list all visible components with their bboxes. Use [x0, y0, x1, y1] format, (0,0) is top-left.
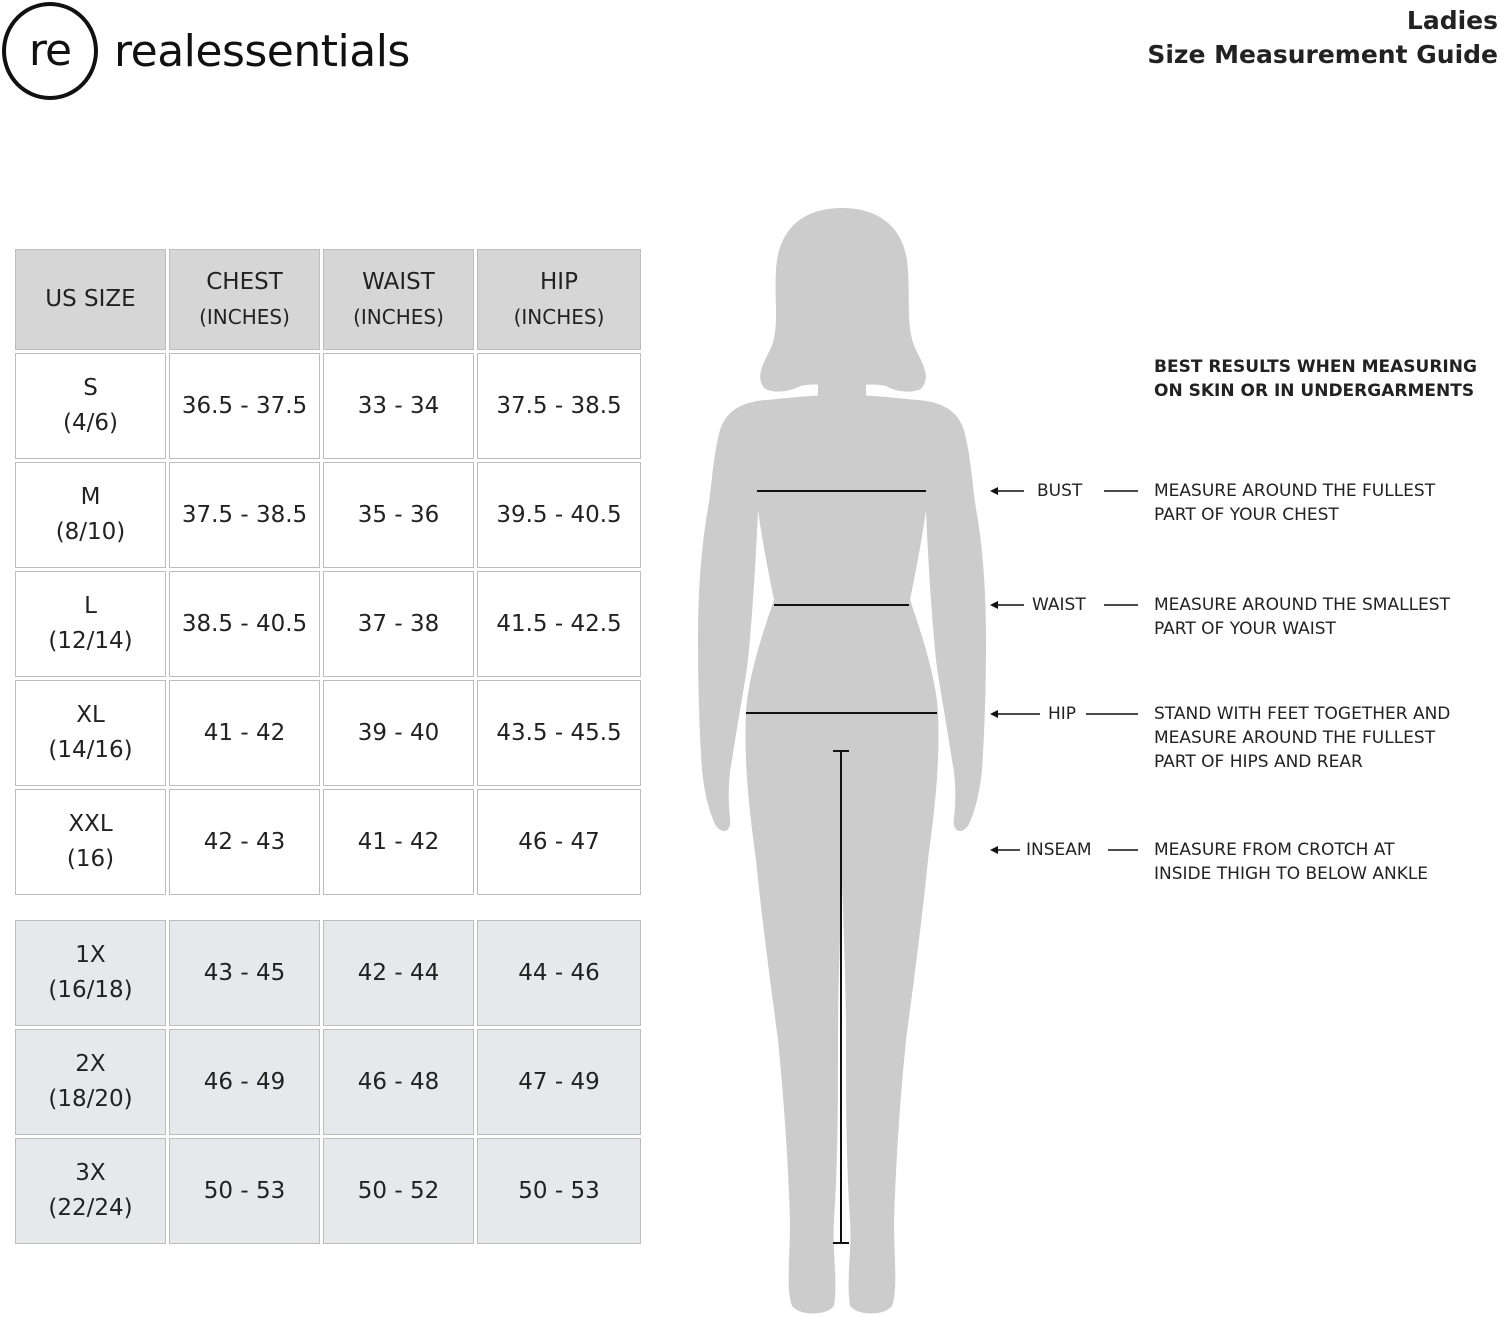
body-silhouette — [690, 205, 1000, 1317]
header-waist: WAIST (INCHES) — [323, 249, 474, 350]
bust-pointer — [988, 479, 1140, 503]
waist-cell: 39 - 40 — [323, 680, 474, 786]
size-cell: S (4/6) — [15, 353, 166, 459]
waist-cell: 50 - 52 — [323, 1138, 474, 1244]
waist-cell: 46 - 48 — [323, 1029, 474, 1135]
inseam-description — [1154, 838, 1500, 886]
brand-logo — [2, 2, 410, 100]
hip-desc-line: MEASURE AROUND THE FULLEST — [1154, 728, 1436, 748]
table-header-row — [15, 249, 641, 350]
size-chart-table — [12, 246, 644, 1247]
inseam-desc-line: MEASURE FROM CROTCH AT — [1154, 840, 1395, 860]
chest-cell: 50 - 53 — [169, 1138, 320, 1244]
hip-cell: 41.5 - 42.5 — [477, 571, 641, 677]
head-hair-shape — [760, 208, 926, 392]
inseam-desc-line: INSIDE THIGH TO BELOW ANKLE — [1154, 864, 1429, 884]
hip-cell: 39.5 - 40.5 — [477, 462, 641, 568]
header-chest: CHEST (INCHES) — [169, 249, 320, 350]
regular-sizes — [15, 353, 641, 917]
title-line-1: Ladies — [1406, 6, 1498, 35]
waist-cell: 35 - 36 — [323, 462, 474, 568]
bust-desc-line: PART OF YOUR CHEST — [1154, 505, 1339, 525]
hip-cell: 50 - 53 — [477, 1138, 641, 1244]
waist-cell: 33 - 34 — [323, 353, 474, 459]
table-row — [15, 1138, 641, 1244]
table-row — [15, 353, 641, 459]
size-cell: L (12/14) — [15, 571, 166, 677]
chest-cell: 38.5 - 40.5 — [169, 571, 320, 677]
inseam-pointer — [988, 838, 1140, 862]
hip-label: HIP — [1044, 702, 1080, 726]
bust-label: BUST — [1033, 479, 1086, 503]
size-cell: 1X (16/18) — [15, 920, 166, 1026]
table-row — [15, 1029, 641, 1135]
hip-cell: 47 - 49 — [477, 1029, 641, 1135]
title-line-2: Size Measurement Guide — [1147, 40, 1498, 69]
hip-cell: 43.5 - 45.5 — [477, 680, 641, 786]
chest-cell: 46 - 49 — [169, 1029, 320, 1135]
chest-cell: 37.5 - 38.5 — [169, 462, 320, 568]
hip-cell: 44 - 46 — [477, 920, 641, 1026]
waist-cell: 42 - 44 — [323, 920, 474, 1026]
table-row — [15, 920, 641, 1026]
hip-desc-line: STAND WITH FEET TOGETHER AND — [1154, 704, 1451, 724]
hip-cell: 46 - 47 — [477, 789, 641, 895]
size-cell: M (8/10) — [15, 462, 166, 568]
logo-mark: re — [2, 2, 98, 100]
chest-cell: 36.5 - 37.5 — [169, 353, 320, 459]
size-cell: XXL (16) — [15, 789, 166, 895]
hip-pointer — [988, 702, 1140, 726]
inseam-label: INSEAM — [1022, 838, 1096, 862]
chest-cell: 41 - 42 — [169, 680, 320, 786]
size-cell: XL (14/16) — [15, 680, 166, 786]
chest-cell: 43 - 45 — [169, 920, 320, 1026]
waist-cell: 41 - 42 — [323, 789, 474, 895]
bust-description — [1154, 479, 1500, 527]
hip-cell: 37.5 - 38.5 — [477, 353, 641, 459]
hip-desc-line: PART OF HIPS AND REAR — [1154, 752, 1363, 772]
waist-pointer — [988, 593, 1140, 617]
page-title — [1147, 4, 1498, 72]
table-row — [15, 462, 641, 568]
bust-desc-line: MEASURE AROUND THE FULLEST — [1154, 481, 1436, 501]
table-row — [15, 571, 641, 677]
waist-desc-line: MEASURE AROUND THE SMALLEST — [1154, 595, 1450, 615]
table-row — [15, 789, 641, 895]
header-hip: HIP (INCHES) — [477, 249, 641, 350]
table-spacer — [15, 898, 641, 917]
measuring-tip: BEST RESULTS WHEN MEASURING ON SKIN OR IN UNDERGARMENTS — [1154, 357, 1477, 401]
size-cell: 2X (18/20) — [15, 1029, 166, 1135]
chest-cell: 42 - 43 — [169, 789, 320, 895]
waist-desc-line: PART OF YOUR WAIST — [1154, 619, 1336, 639]
table-row — [15, 680, 641, 786]
brand-name: realessentials — [114, 25, 410, 77]
plus-sizes — [15, 920, 641, 1244]
waist-label: WAIST — [1028, 593, 1090, 617]
waist-cell: 37 - 38 — [323, 571, 474, 677]
size-cell: 3X (22/24) — [15, 1138, 166, 1244]
header-us-size: US SIZE — [15, 249, 166, 350]
hip-description — [1154, 702, 1500, 774]
waist-description — [1154, 593, 1500, 641]
